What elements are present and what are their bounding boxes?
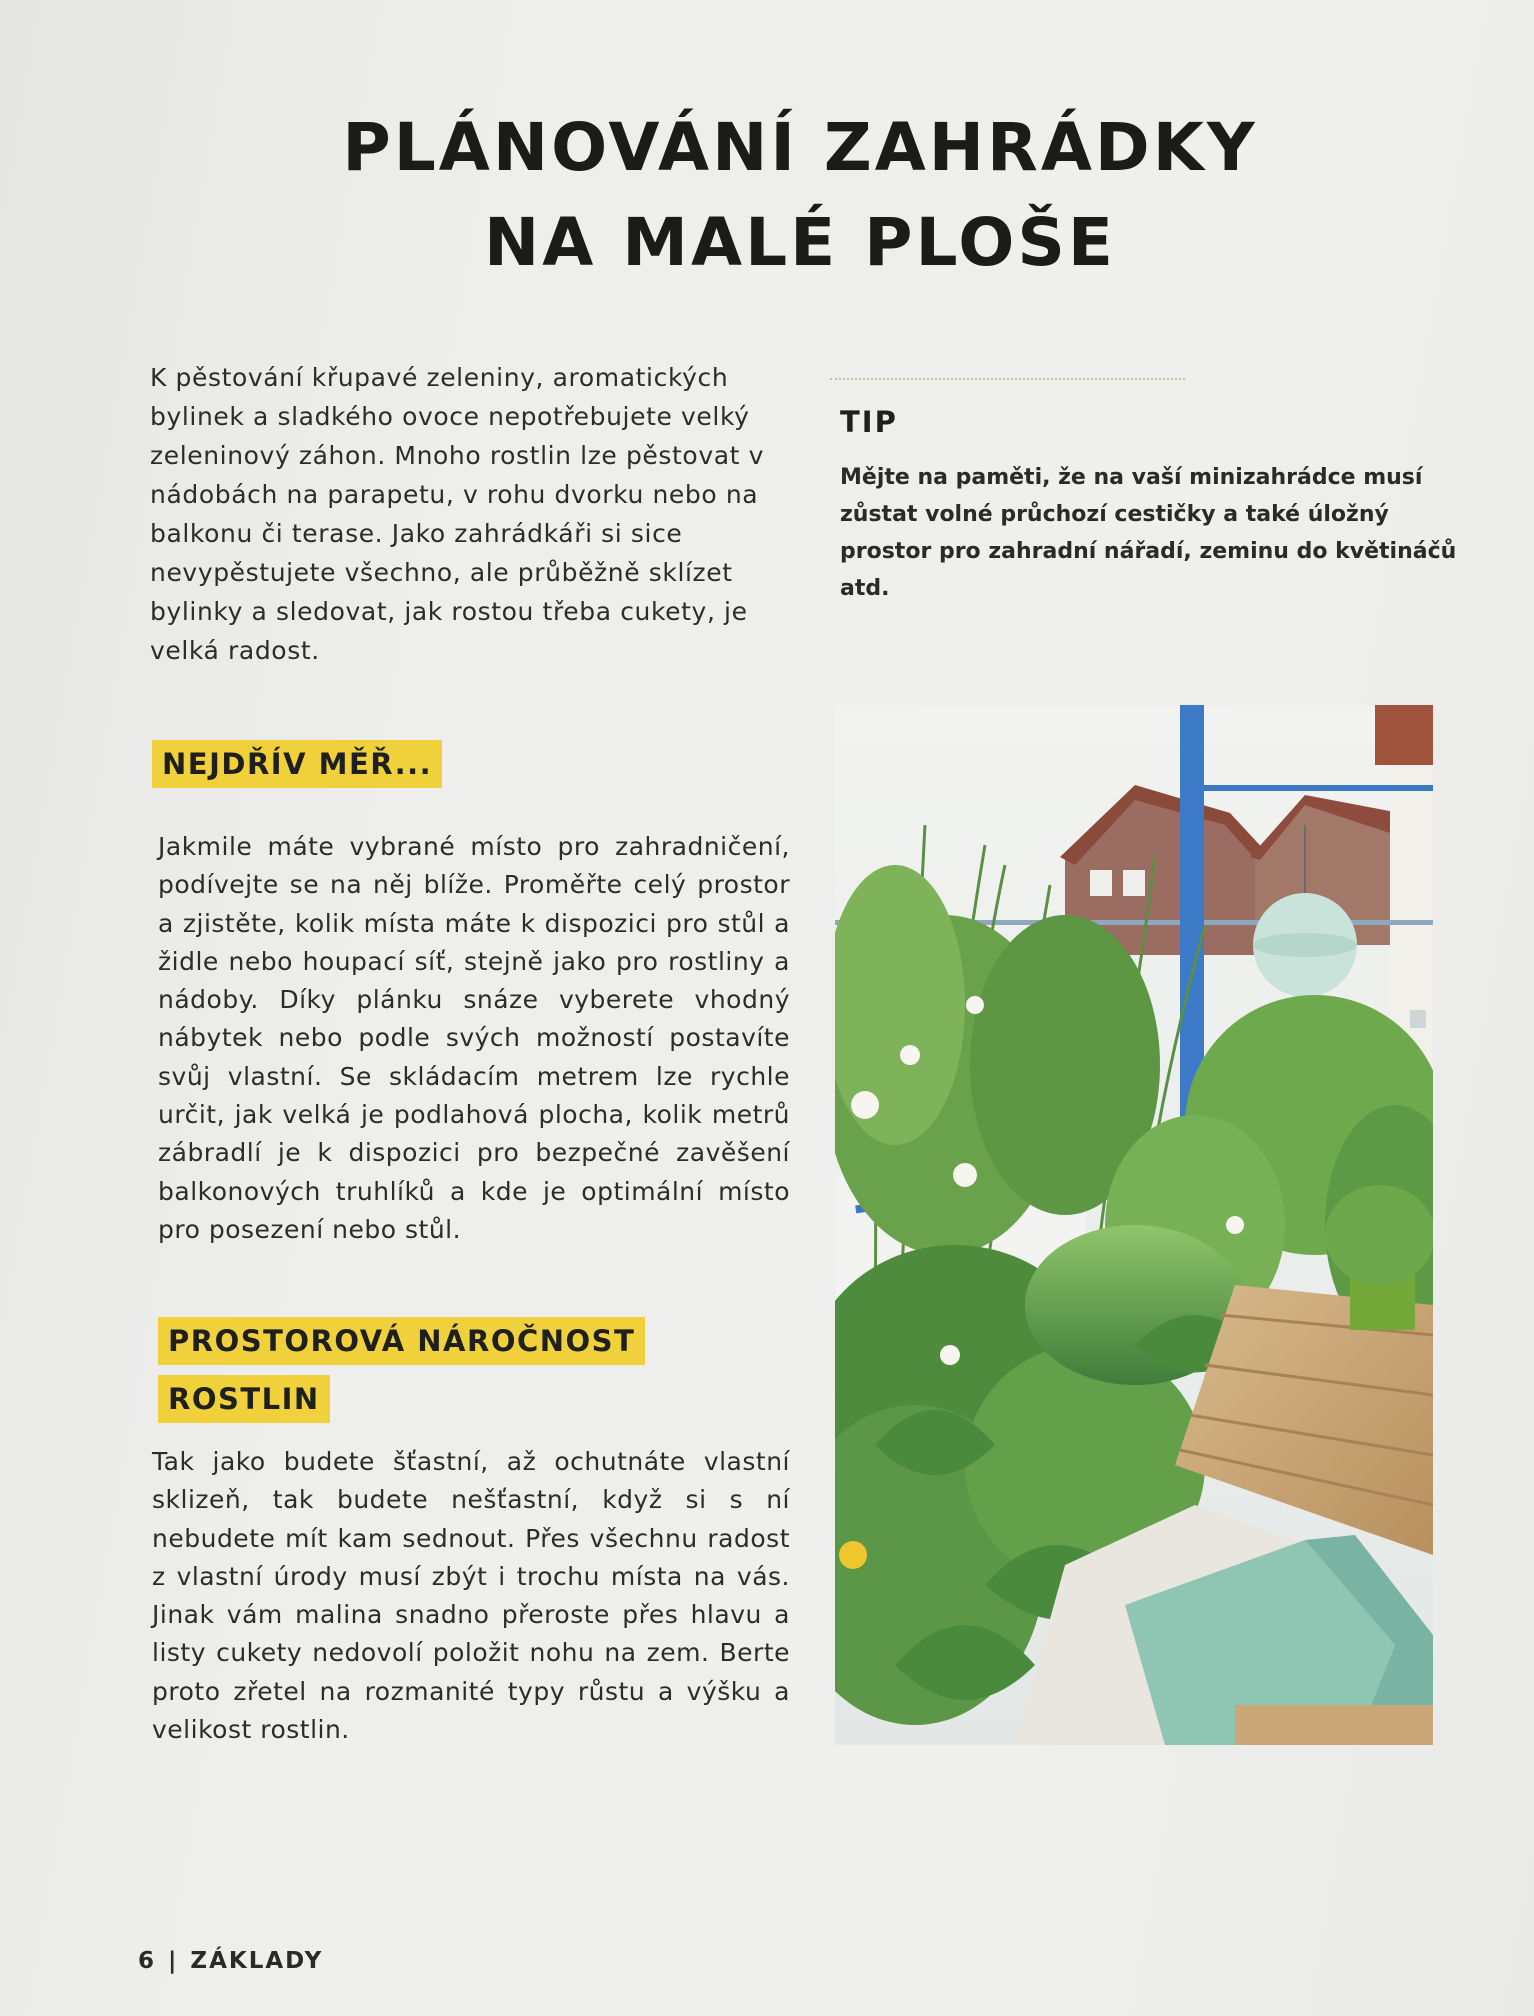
section-heading-measure [152,740,442,788]
balcony-garden-photo [835,705,1433,1745]
intro-paragraph: K pěstování křupavé zeleniny, aromatických bylinek a sladkého ovoce nepotřebujete velký zeleninový záhon. Mnoho rostlin lze pěstovat v nádobách na parapetu, v rohu dvorku nebo na balkonu či terase. Jako zahrádkáři si sice nevypěstujete všechno, ale průběžně sklízet bylinky a sledovat, jak rostou třeba cukety, je velká radost. [150,363,764,665]
page-title-line-2: NA MALÉ PLOŠE [484,204,1116,281]
footer-section-name: ZÁKLADY [190,1948,324,1974]
page-number: 6 [138,1948,157,1974]
page-title [230,100,1370,290]
footer-separator: | [168,1948,179,1974]
page-footer [138,1948,323,1974]
tip-text: Mějte na paměti, že na vaší minizahrádce musí zůstat volné průchozí cestičky a také úložný prostor pro zahradní nářadí, zeminu do květináčů atd. [840,465,1457,601]
section-heading-space-line-1: PROSTOROVÁ NÁROČNOST [158,1317,645,1365]
section-space-text: Tak jako budete šťastní, až ochutnáte vlastní sklizeň, tak budete nešťastní, když si s ní nebudete mít kam sednout. Přes všechnu radost z vlastní úrody musí zbýt i trochu místa na vás. Jinak vám malina snadno přeroste přes hlavu a listy cukety nedovolí položit nohu na zem. Berte proto zřetel na rozmanité typy růstu a výšku a velikost rostlin. [152,1447,790,1745]
section-heading-space [158,1317,645,1433]
tip-box [830,378,1460,607]
section-heading-measure-text: NEJDŘÍV MĚŘ... [152,740,442,788]
section-measure-text: Jakmile máte vybrané místo pro zahradničení, podívejte se na něj blíže. Proměřte celý prostor a zjistěte, kolik místa máte k dispozici pro stůl a židle nebo houpací síť, stejně jako pro rostliny a nádoby. Díky plánku snáze vyberete vhodný nábytek nebo podle svých možností postavíte svůj vlastní. Se skládacím metrem lze rychle určit, jak velká je podlahová plocha, kolik metrů zábradlí je k dispozici pro bezpečné zavěšení balkonových truhlíků a kde je optimální místo pro posezení nebo stůl. [158,832,790,1244]
balcony-garden-illustration [835,705,1433,1745]
section-heading-space-line-2: ROSTLIN [158,1375,330,1423]
tip-label: TIP [840,405,898,439]
tip-dotted-rule [830,378,1185,380]
page-title-line-1: PLÁNOVÁNÍ ZAHRÁDKY [342,109,1258,186]
